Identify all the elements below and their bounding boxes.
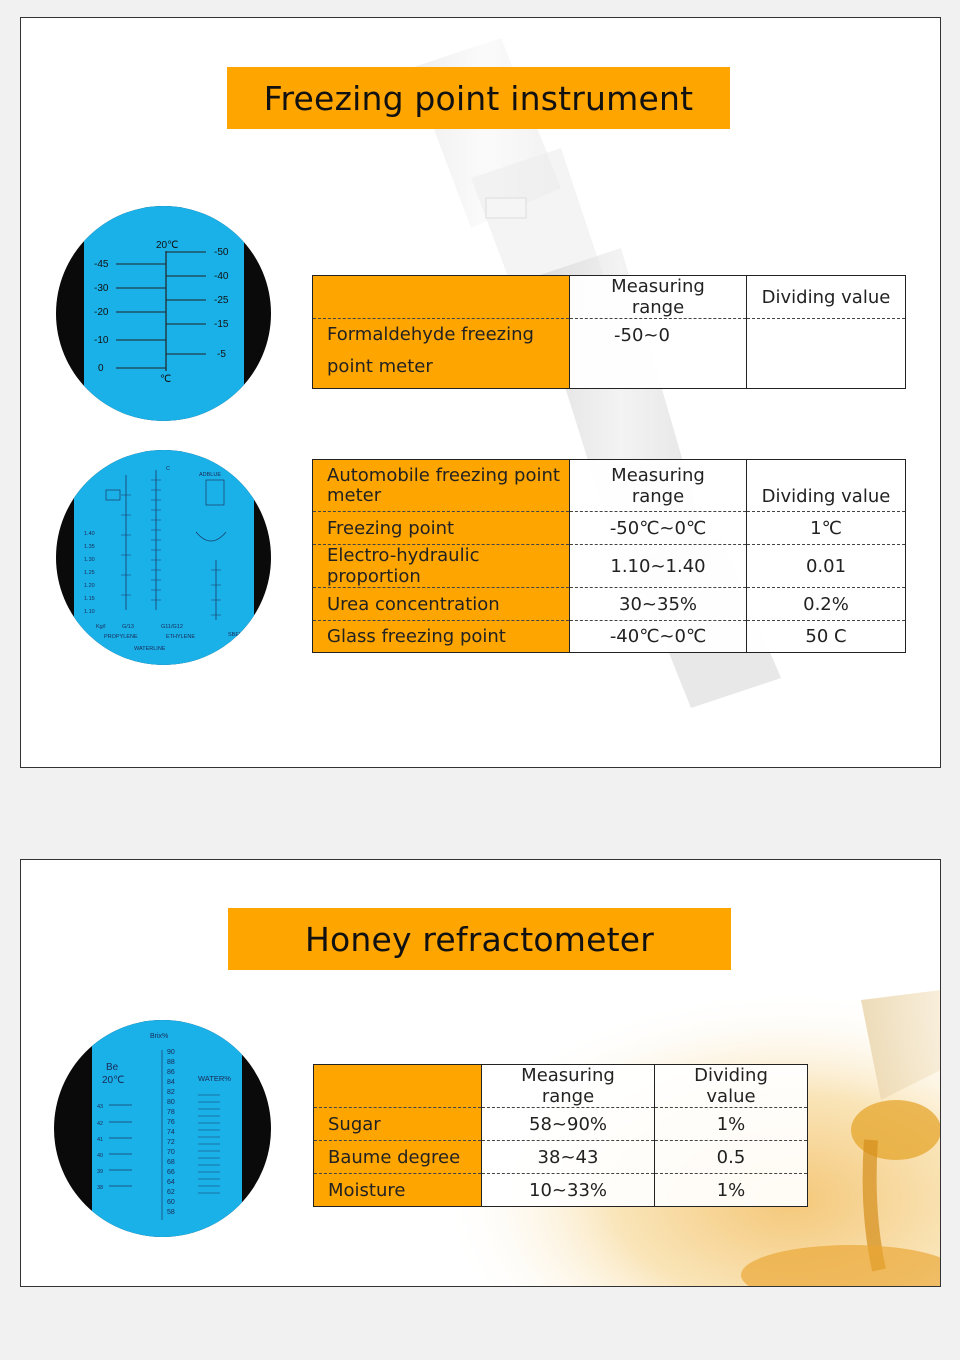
automobile-spec-table	[312, 459, 906, 653]
scope2-top-unit: C	[166, 466, 170, 472]
scope1-left-tick: 0	[98, 363, 104, 374]
brix-tick: 74	[167, 1129, 175, 1136]
table-row	[313, 621, 906, 653]
table-header-row	[313, 276, 906, 319]
brix-tick: 62	[167, 1189, 175, 1196]
row-range: 10~33%	[482, 1174, 655, 1207]
scope1-header: 20℃	[156, 240, 179, 251]
row-divide: 50 C	[747, 621, 906, 653]
scope2-label: PROPYLENE	[104, 634, 138, 640]
row-name: Sugar	[314, 1108, 482, 1141]
table-header-cell: Automobile freezing point meter	[313, 460, 570, 512]
scope-view-automobile	[56, 450, 271, 665]
scope2-left-scale: 1.15	[84, 596, 95, 602]
scope2-label: ETHYLENE	[166, 634, 196, 640]
honey-section-title: Honey refractometer	[228, 908, 731, 970]
table-row	[313, 588, 906, 621]
row-name: Electro-hydraulic proportion	[313, 545, 570, 588]
scope2-label: SBEV	[228, 632, 243, 638]
honey-spec-table	[313, 1064, 808, 1207]
scope-view-freezing	[56, 206, 271, 421]
be-label: Be	[106, 1062, 119, 1073]
freezing-point-panel	[20, 17, 941, 768]
table-row	[314, 1108, 808, 1141]
row-range: -50℃~0℃	[570, 512, 747, 545]
brix-tick: 68	[167, 1159, 175, 1166]
brix-tick: 70	[167, 1149, 175, 1156]
row-divide: 0.2%	[747, 588, 906, 621]
brix-tick: 66	[167, 1169, 175, 1176]
scope2-label: WATERLINE	[134, 646, 166, 652]
scope2-label: Kg/l	[96, 624, 106, 630]
be-tick: 40	[97, 1153, 104, 1159]
brix-tick: 82	[167, 1089, 175, 1096]
row-name: Urea concentration	[313, 588, 570, 621]
table-header-cell: Dividing value	[655, 1065, 808, 1108]
row-name: Baume degree	[314, 1141, 482, 1174]
table-header-cell: Dividing value	[747, 460, 906, 512]
row-name: Glass freezing point	[313, 621, 570, 653]
row-divide: 0.5	[655, 1141, 808, 1174]
scope2-left-scale: 1.10	[84, 609, 95, 615]
row-range: 58~90%	[482, 1108, 655, 1141]
be-tick: 41	[97, 1137, 104, 1143]
be-tick: 43	[97, 1104, 104, 1110]
brix-tick: 76	[167, 1119, 175, 1126]
scope2-left-scale: 1.35	[84, 544, 95, 550]
brix-tick: 78	[167, 1109, 175, 1116]
honey-refractometer-panel	[20, 859, 941, 1287]
be-tick: 42	[97, 1121, 104, 1127]
table-header-cell: Dividing value	[747, 276, 906, 319]
scope1-right-tick: -50	[214, 247, 229, 258]
brix-tick: 84	[167, 1079, 175, 1086]
scope1-unit: ℃	[160, 374, 172, 385]
scope1-left-tick: -10	[94, 335, 109, 346]
row-range: -40℃~0℃	[570, 621, 747, 653]
brix-tick: 88	[167, 1059, 175, 1066]
brix-tick: 64	[167, 1179, 175, 1186]
brix-tick: 90	[167, 1049, 175, 1056]
table-header-cell	[314, 1065, 482, 1108]
scope1-right-tick: -15	[214, 319, 229, 330]
scope-view-honey	[54, 1020, 271, 1237]
temp-label: 20℃	[102, 1075, 125, 1086]
scope1-right-tick: -40	[214, 271, 229, 282]
row-divide: 1%	[655, 1174, 808, 1207]
table-row	[314, 1174, 808, 1207]
row-name: Moisture	[314, 1174, 482, 1207]
row-divide: 1%	[655, 1108, 808, 1141]
row-range: -50~0	[570, 319, 747, 389]
brix-tick: 60	[167, 1199, 175, 1206]
scope2-label: ADBLUE	[199, 472, 222, 478]
brix-label: Brix%	[150, 1033, 169, 1040]
brix-tick: 72	[167, 1139, 175, 1146]
freezing-section-title: Freezing point instrument	[227, 67, 730, 129]
scope1-left-tick: -45	[94, 259, 109, 270]
scope2-label: G/13	[122, 624, 134, 630]
row-range: 1.10~1.40	[570, 545, 747, 588]
row-divide: 0.01	[747, 545, 906, 588]
scope-blue-field	[74, 450, 254, 665]
row-range: 38~43	[482, 1141, 655, 1174]
table-row	[313, 545, 906, 588]
table-row	[313, 319, 906, 389]
formaldehyde-spec-table	[312, 275, 906, 389]
row-divide	[747, 319, 906, 389]
water-label: WATER%	[198, 1074, 231, 1083]
table-row	[314, 1141, 808, 1174]
scope2-label: G11/G12	[161, 624, 183, 630]
scope2-left-scale: 1.30	[84, 557, 95, 563]
be-tick: 38	[97, 1185, 104, 1191]
brix-tick: 80	[167, 1099, 175, 1106]
table-row	[313, 512, 906, 545]
brix-tick: 58	[167, 1209, 175, 1216]
table-header-row	[313, 460, 906, 512]
table-header-cell: Measuring range	[570, 460, 747, 512]
scope2-left-scale: 1.20	[84, 583, 95, 589]
scope1-left-tick: -30	[94, 283, 109, 294]
row-name: Freezing point	[313, 512, 570, 545]
scope2-left-scale: 1.25	[84, 570, 95, 576]
table-header-cell: Measuring range	[482, 1065, 655, 1108]
scope1-right-tick: -5	[217, 349, 226, 360]
scope2-left-scale: 1.40	[84, 531, 95, 537]
be-tick: 39	[97, 1169, 104, 1175]
table-header-cell: Measuring range	[570, 276, 747, 319]
row-name: Formaldehyde freezing point meter	[313, 319, 570, 389]
row-range: 30~35%	[570, 588, 747, 621]
table-header-cell	[313, 276, 570, 319]
row-divide: 1℃	[747, 512, 906, 545]
table-header-row	[314, 1065, 808, 1108]
scope1-right-tick: -25	[214, 295, 229, 306]
brix-tick: 86	[167, 1069, 175, 1076]
scope1-left-tick: -20	[94, 307, 109, 318]
